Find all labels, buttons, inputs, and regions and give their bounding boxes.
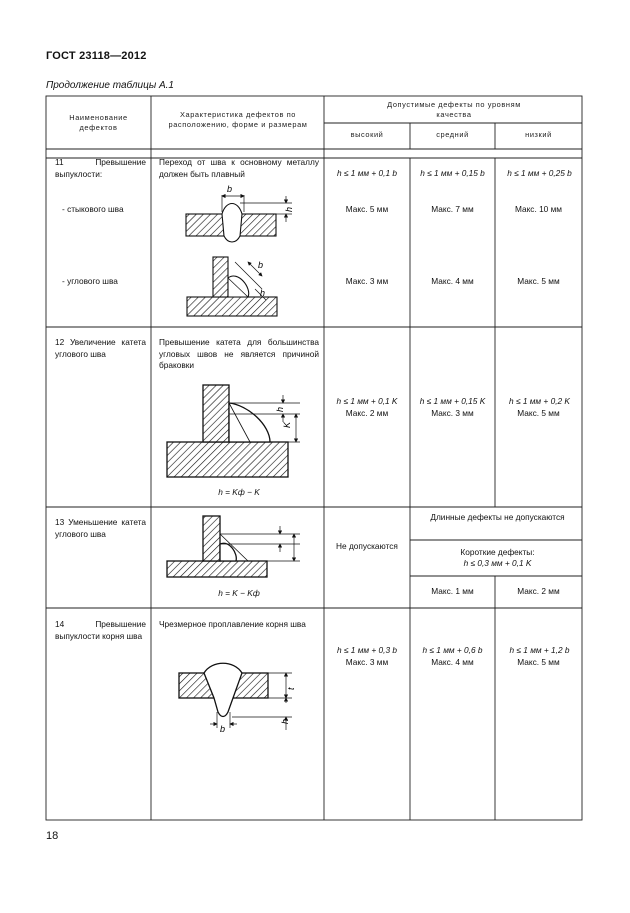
label-b: b bbox=[258, 260, 264, 270]
row12-formula-medium: h ≤ 1 мм + 0,15 K bbox=[419, 396, 486, 406]
label-h: h bbox=[275, 406, 285, 412]
row12-formula-high: h ≤ 1 мм + 0,1 K bbox=[336, 396, 398, 406]
row11-fillet-high: Макс. 3 мм bbox=[345, 276, 389, 286]
col-header-characteristic: Характеристика дефектов по расположению, форме и размерам bbox=[168, 110, 308, 129]
row12-name: 12 Увеличение катета углового шва bbox=[55, 337, 146, 359]
label-t: t bbox=[286, 687, 296, 690]
row12-desc: Превышение катета для большинства угловых швов не является причиной браковки bbox=[159, 337, 319, 370]
row11-desc: Переход от шва к основному металлу должен быть плавный bbox=[159, 157, 319, 179]
label-k: K bbox=[282, 421, 292, 428]
page-number: 18 bbox=[46, 830, 59, 842]
row11-butt-high: Макс. 5 мм bbox=[345, 204, 389, 214]
row11-formula-low: h ≤ 1 мм + 0,25 b bbox=[507, 168, 572, 178]
figure-fillet-leg-reduction bbox=[167, 516, 300, 577]
row12-max-medium: Макс. 3 мм bbox=[431, 408, 474, 418]
row14-name: 14 Превышение выпуклости корня шва bbox=[55, 619, 146, 641]
row14-max-low: Макс. 5 мм bbox=[517, 657, 560, 667]
figure-root-reinforcement bbox=[179, 663, 292, 730]
row11-formula-medium: h ≤ 1 мм + 0,15 b bbox=[420, 168, 485, 178]
label-h: h bbox=[280, 718, 290, 724]
row11-name: 11 Превышение выпуклости: bbox=[55, 157, 146, 179]
row14-desc: Чрезмерное проплавление корня шва bbox=[159, 619, 306, 629]
row14-formula-medium: h ≤ 1 мм + 0,6 b bbox=[422, 645, 483, 655]
row11-butt-low: Макс. 10 мм bbox=[514, 204, 563, 214]
row13-figure-formula: h = K − Kф bbox=[218, 588, 260, 598]
row13-name: 13 Уменьшение катета углового шва bbox=[55, 517, 146, 539]
level-low: низкий bbox=[525, 130, 552, 139]
row13-high: Не допускаются bbox=[336, 541, 398, 551]
row13-max-low: Макс. 2 мм bbox=[517, 586, 560, 596]
row13-max-medium: Макс. 1 мм bbox=[431, 586, 474, 596]
row13-short-formula: h ≤ 0,3 мм + 0,1 K bbox=[463, 558, 532, 568]
row11-sub-fillet: - углового шва bbox=[62, 276, 118, 286]
row13-short-title: Короткие дефекты: bbox=[460, 547, 535, 557]
row14-max-medium: Макс. 4 мм bbox=[431, 657, 474, 667]
label-h: h bbox=[284, 206, 294, 212]
document-code: ГОСТ 23118—2012 bbox=[46, 50, 147, 62]
row11-fillet-medium: Макс. 4 мм bbox=[431, 276, 474, 286]
row12-formula-low: h ≤ 1 мм + 0,2 K bbox=[509, 396, 570, 406]
row11-formula-high: h ≤ 1 мм + 0,1 b bbox=[337, 168, 397, 178]
level-medium: средний bbox=[436, 130, 469, 139]
figure-fillet-leg-increase bbox=[167, 385, 300, 477]
label-b: b bbox=[227, 184, 233, 194]
row11-fillet-low: Макс. 5 мм bbox=[517, 276, 560, 286]
row11-butt-medium: Макс. 7 мм bbox=[431, 204, 474, 214]
row14-max-high: Макс. 3 мм bbox=[345, 657, 389, 667]
row12-max-low: Макс. 5 мм bbox=[517, 408, 560, 418]
row12-figure-formula: h = Kф − K bbox=[218, 487, 260, 497]
label-h: h bbox=[260, 288, 266, 298]
table-continuation-caption: Продолжение таблицы А.1 bbox=[46, 80, 174, 91]
col-header-name: Наименование дефектов bbox=[69, 113, 128, 132]
row14-formula-low: h ≤ 1 мм + 1,2 b bbox=[509, 645, 570, 655]
label-b: b bbox=[220, 724, 226, 734]
row12-max-high: Макс. 2 мм bbox=[345, 408, 389, 418]
figure-fillet-weld-reinforcement bbox=[187, 257, 277, 316]
row14-formula-high: h ≤ 1 мм + 0,3 b bbox=[337, 645, 397, 655]
row13-long: Длинные дефекты не допускаются bbox=[430, 512, 565, 522]
level-high: высокий bbox=[350, 130, 384, 139]
figure-butt-weld-reinforcement bbox=[186, 195, 292, 242]
row11-sub-butt: - стыкового шва bbox=[62, 204, 124, 214]
col-header-allowed: Допустимые дефекты по уровням качества bbox=[387, 100, 521, 119]
